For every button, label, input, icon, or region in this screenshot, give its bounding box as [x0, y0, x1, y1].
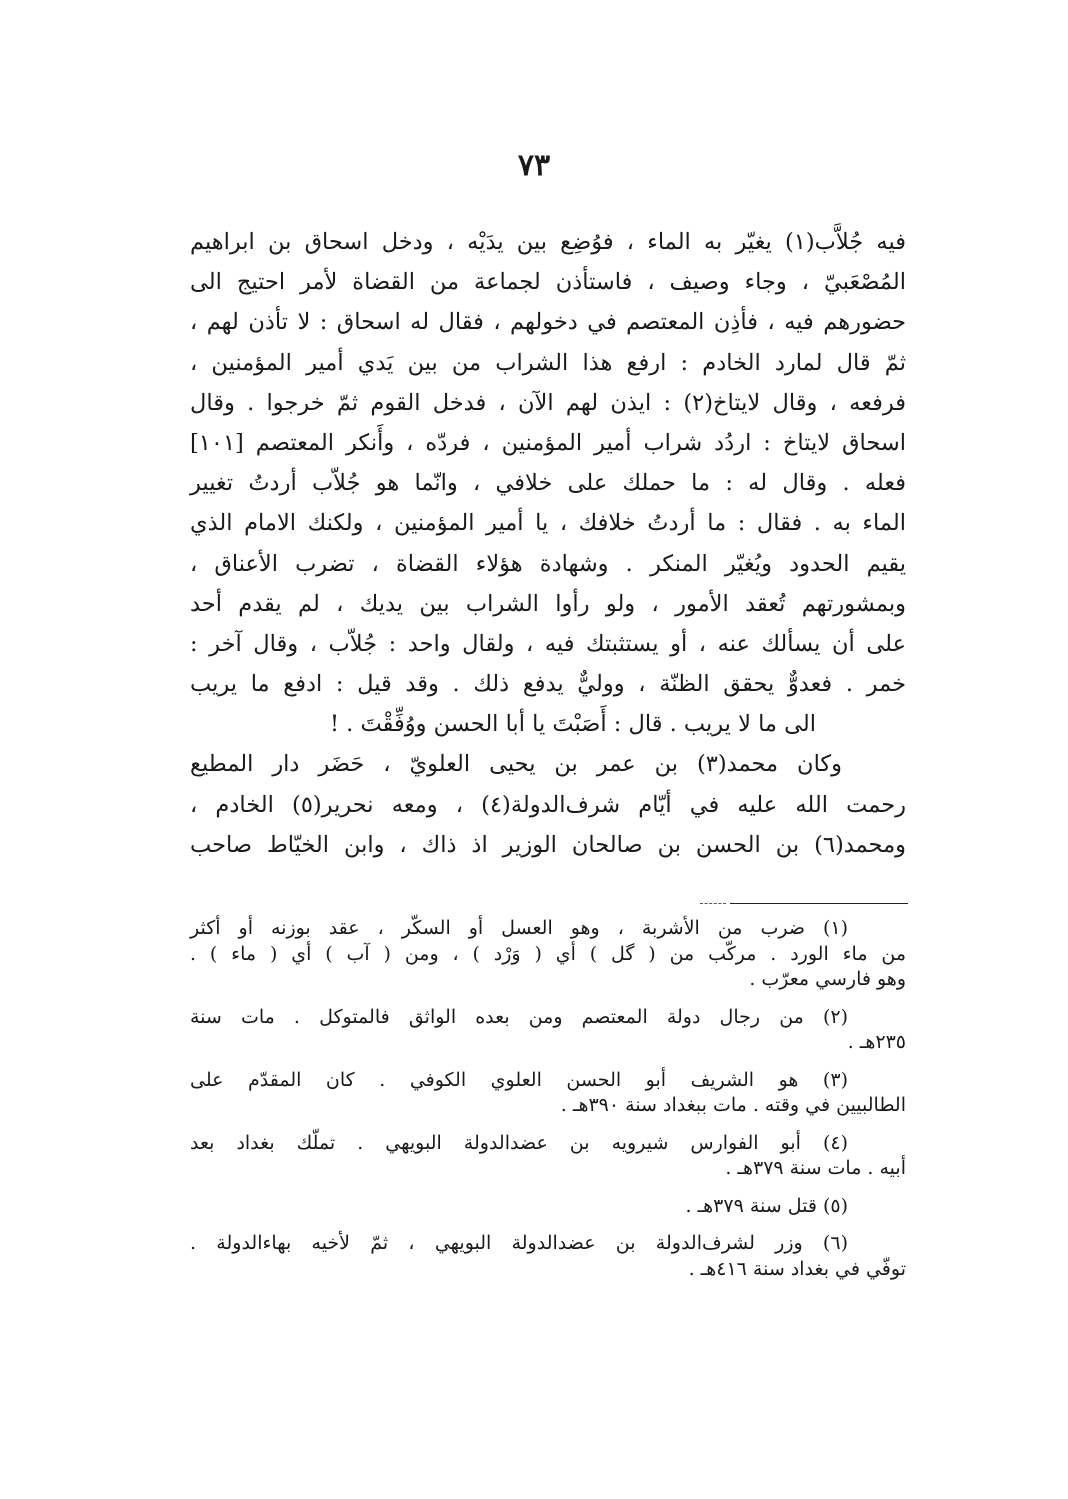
body-line: الماء به . فقال : ما أردتُ خلافك ، يا أمير المؤمنين ، ولكنك الامام الذي — [190, 510, 906, 537]
footnote — [190, 1005, 906, 1056]
body-line: اسحاق لايتاخ : اردُد شراب أمير المؤمنين ، فردّه ، وأَنكر المعتصم [١٠١] — [190, 429, 906, 456]
body-line: الى ما لا يريب . قال : أَصَبْتَ يا أبا الحسن ووُفِّقْتَ . ! — [329, 711, 816, 738]
footnote-line: (٤) أبو الفوارس شيرويه بن عضدالدولة البويهي . تملّك بغداد بعد — [190, 1131, 848, 1154]
footnotes — [190, 916, 906, 1294]
page-number: ٧٣ — [517, 148, 551, 183]
footnote-line: (٦) وزر لشرف‌الدولة بن عضدالدولة البويهي ، ثمّ لأخيه بهاءالدولة . — [190, 1232, 848, 1254]
footnote-line: (٥) قتل سنة ٣٧٩هـ . — [685, 1194, 848, 1217]
body-line: خمر . فعدوٌّ يحقق الظنّة ، ووليٌّ يدفع ذلك . وقد قيل : ادفع ما يريب — [190, 671, 906, 698]
footnote — [190, 1131, 906, 1182]
footnote — [190, 1231, 906, 1282]
body-line: على أن يسألك عنه ، أو يستثبتك فيه ، ولقال واحد : جُلاّب ، وقال آخر : — [190, 630, 906, 657]
footnote-line: أبيه . مات سنة ٣٧٩هـ . — [725, 1157, 906, 1179]
footnote — [190, 916, 906, 993]
footnote-separator-dash — [700, 903, 726, 904]
body-line: ثمّ قال لمارد الخادم : ارفع هذا الشراب من بين يَدي أمير المؤمنين ، — [190, 349, 906, 376]
body-line: حضورهم فيه ، فأذِن المعتصم في دخولهم ، فقال له اسحاق : لا تأذن لهم ، — [190, 309, 906, 336]
body-line: فيه جُلاَّب(١) يغيّر به الماء ، فوُضِع بين يدَيْه ، ودخل اسحاق بن ابراهيم — [190, 229, 906, 255]
footnote-line: الطالبيين في وقته . مات ببغداد سنة ٣٩٠هـ . — [560, 1094, 906, 1116]
footnote-line: ٢٣٥هـ . — [847, 1031, 906, 1053]
footnote-line: (١) ضرب من الأشربة ، وهو العسل أو السكّر ، عقد بوزنه أو أكثر — [190, 917, 848, 939]
body-line: فعله . وقال له : ما حملك على خلافي ، وانّما هو جُلاّب أردتُ تغيير — [190, 470, 906, 497]
body-line: وكان محمد(٣) بن عمر بن يحيى العلويّ ، حَضَر دار المطيع — [190, 751, 843, 778]
body-line: ومحمد(٦) بن الحسن بن صالحان الوزير اذ ذاك ، وابن الخيّاط صاحب — [190, 831, 906, 858]
body-line: وبمشورتهم تُعقد الأمور ، ولو رأوا الشراب بين يديك ، لم يقدم أحد — [190, 590, 906, 617]
footnote-line: وهو فارسي معرّب . — [749, 968, 906, 990]
body-line: المُصْعَبيّ ، وجاء وصيف ، فاستأذن لجماعة من القضاة لأمر احتيج الى — [190, 269, 906, 296]
body-line: رحمت الله عليه في أيّام شرف‌الدولة(٤) ، ومعه نحرير(٥) الخادم ، — [190, 791, 906, 818]
footnote-line: (٣) هو الشريف أبو الحسن العلوي الكوفي . كان المقدّم على — [190, 1068, 848, 1091]
footnote-line: توفّي في بغداد سنة ٤١٦هـ . — [688, 1257, 906, 1280]
footnote-line: (٢) من رجال دولة المعتصم ومن بعده الواثق فالمتوكل . مات سنة — [190, 1005, 848, 1028]
body-line: فرفعه ، وقال لايتاخ(٢) : ايذن لهم الآن ، فدخل القوم ثمّ خرجوا . وقال — [190, 389, 906, 416]
footnote-separator — [730, 903, 908, 904]
body-line: يقيم الحدود ويُغيّر المنكر . وشهادة هؤلاء القضاة ، تضرب الأعناق ، — [190, 550, 906, 577]
main-text — [190, 222, 906, 865]
footnote-line: من ماء الورد . مركّب من ( گل ) أي ( وَرْد ) ، ومن ( آب ) أي ( ماء ) . — [190, 942, 906, 965]
footnote — [190, 1068, 906, 1119]
footnote — [190, 1194, 906, 1220]
